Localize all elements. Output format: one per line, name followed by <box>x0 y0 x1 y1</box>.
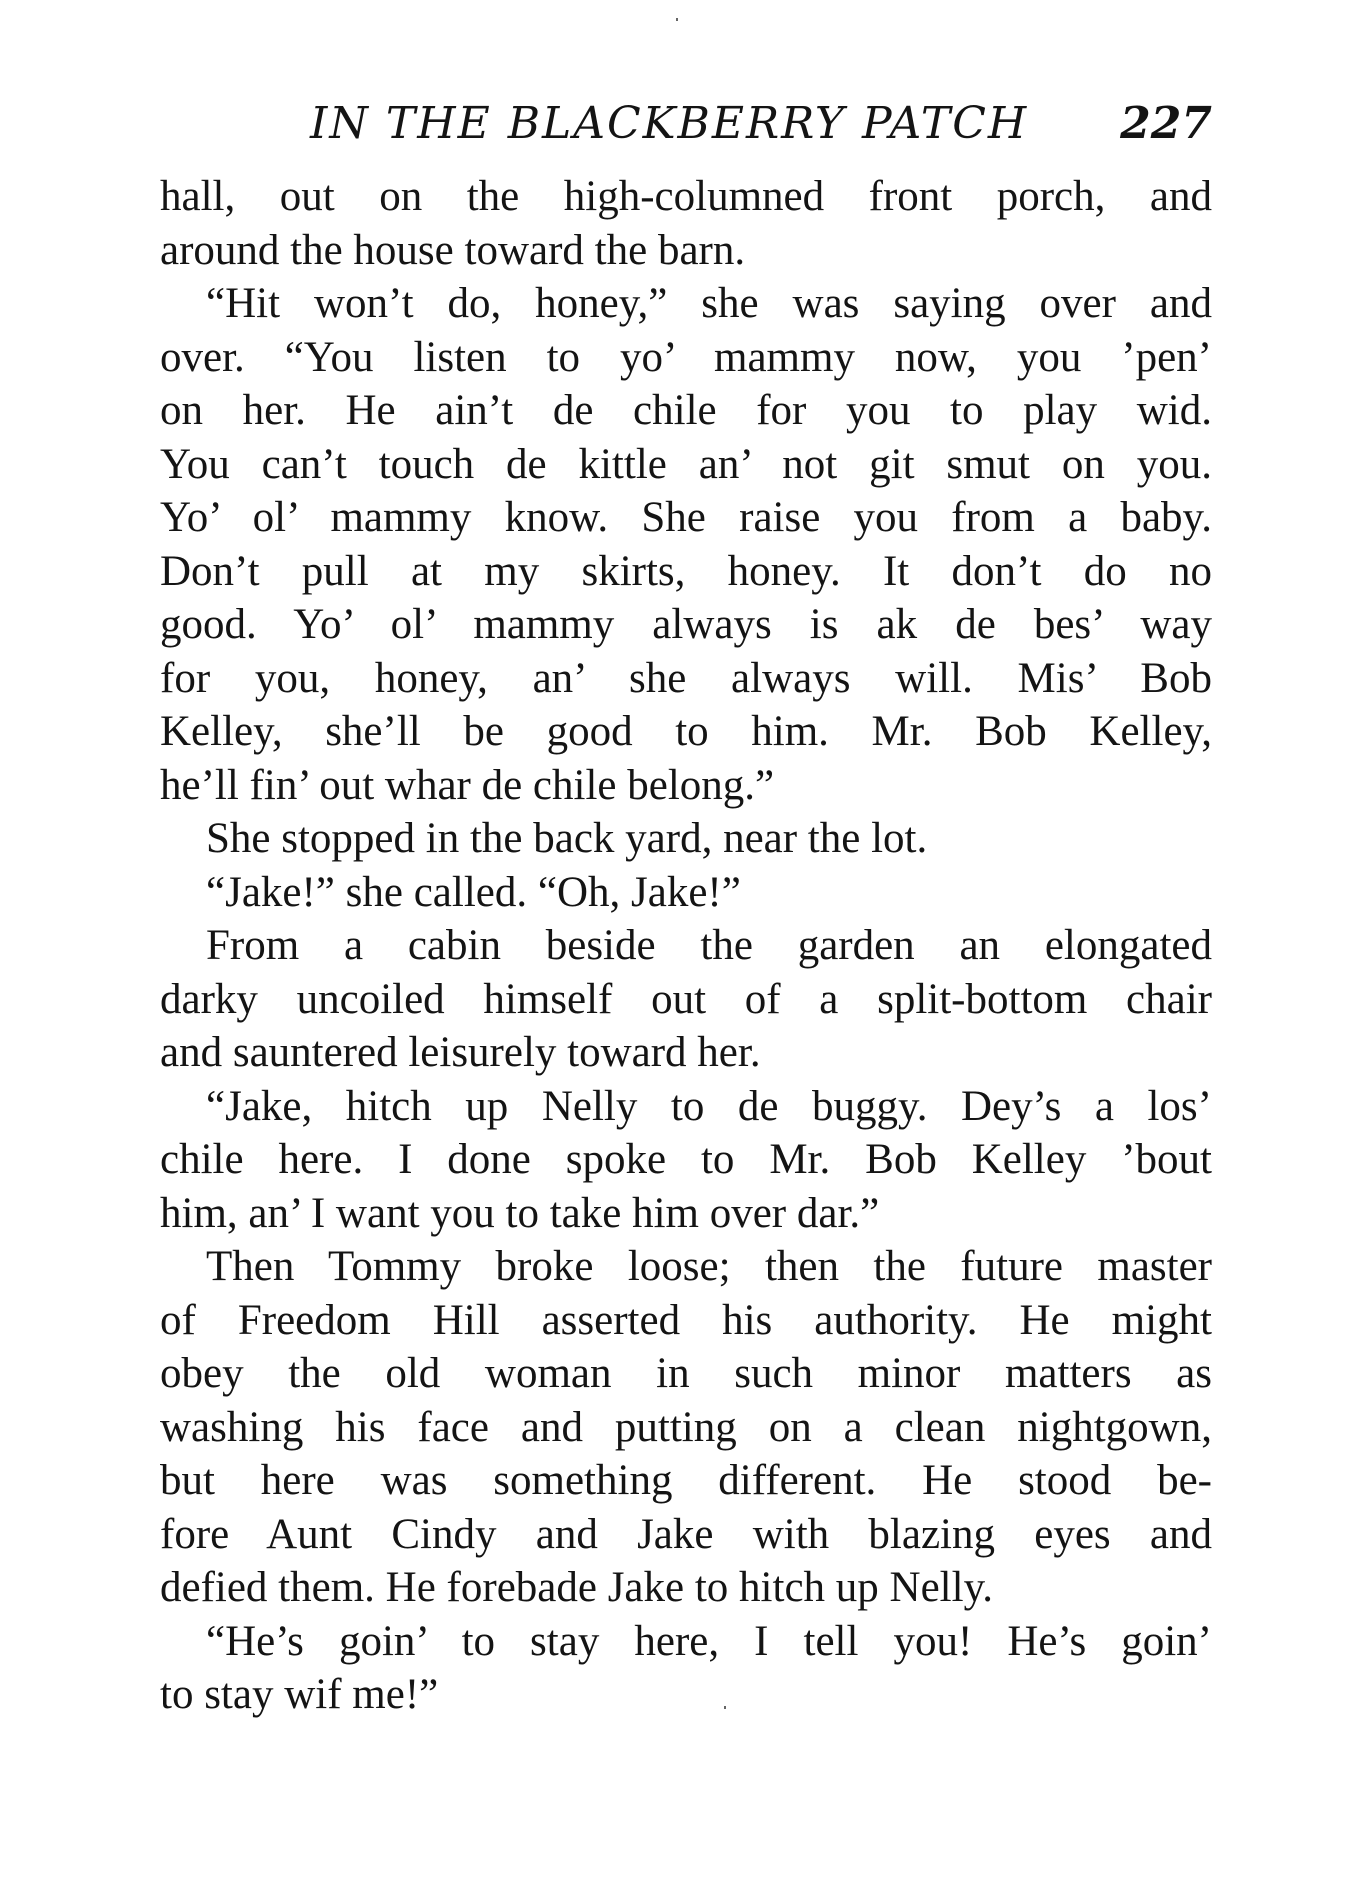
text-line: You can’t touch de kittle an’ not git smut on you. <box>160 440 1212 488</box>
text-line: Kelley, she’ll be good to him. Mr. Bob Kelley, <box>160 708 1212 755</box>
page-header <box>160 98 1212 158</box>
text-line: From a cabin beside the garden an elongated <box>206 922 1212 969</box>
text-line: “Hit won’t do, honey,” she was saying over and <box>206 280 1212 327</box>
text-line: around the house toward the barn. <box>160 226 746 274</box>
text-line: good. Yo’ ol’ mammy always is ak de bes’ way <box>160 601 1212 648</box>
text-line: “He’s goin’ to stay here, I tell you! He’s goin’ <box>206 1617 1212 1665</box>
text-line: chile here. I done spoke to Mr. Bob Kelley ’bout <box>160 1136 1212 1183</box>
text-line: to stay wif me!” <box>160 1671 439 1718</box>
text-line: Then Tommy broke loose; then the future master <box>206 1243 1212 1290</box>
text-line: over. “You listen to yo’ mammy now, you ’pen’ <box>160 333 1212 381</box>
text-line: “Jake!” she called. “Oh, Jake!” <box>206 868 741 916</box>
text-line: for you, honey, an’ she always will. Mis’ Bob <box>160 654 1212 702</box>
text-line: Yo’ ol’ mammy know. She raise you from a baby. <box>160 494 1212 541</box>
text-line: and sauntered leisurely toward her. <box>160 1029 761 1076</box>
running-title: IN THE BLACKBERRY PATCH <box>310 98 1029 149</box>
text-line: but here was something different. He stood be- <box>160 1457 1212 1504</box>
text-line: washing his face and putting on a clean nightgown, <box>160 1403 1212 1451</box>
scan-speck <box>676 18 678 21</box>
text-line: Don’t pull at my skirts, honey. It don’t do no <box>160 547 1212 595</box>
text-line: he’ll fin’ out whar de chile belong.” <box>160 761 775 809</box>
text-line: fore Aunt Cindy and Jake with blazing eyes and <box>160 1510 1212 1558</box>
body-text <box>160 170 1212 1722</box>
text-line: defied them. He forebade Jake to hitch up Nelly. <box>160 1564 994 1611</box>
text-line: of Freedom Hill asserted his authority. He might <box>160 1296 1212 1344</box>
text-line: darky uncoiled himself out of a split-bottom chair <box>160 975 1212 1023</box>
text-line: on her. He ain’t de chile for you to play wid. <box>160 387 1212 434</box>
text-line: “Jake, hitch up Nelly to de buggy. Dey’s a los’ <box>206 1082 1212 1130</box>
text-line: him, an’ I want you to take him over dar.” <box>160 1189 880 1237</box>
text-line: obey the old woman in such minor matters as <box>160 1350 1212 1397</box>
page-number: 227 <box>1120 98 1212 149</box>
text-line: hall, out on the high-columned front porch, and <box>160 173 1212 220</box>
text-line: She stopped in the back yard, near the lot. <box>206 815 928 862</box>
